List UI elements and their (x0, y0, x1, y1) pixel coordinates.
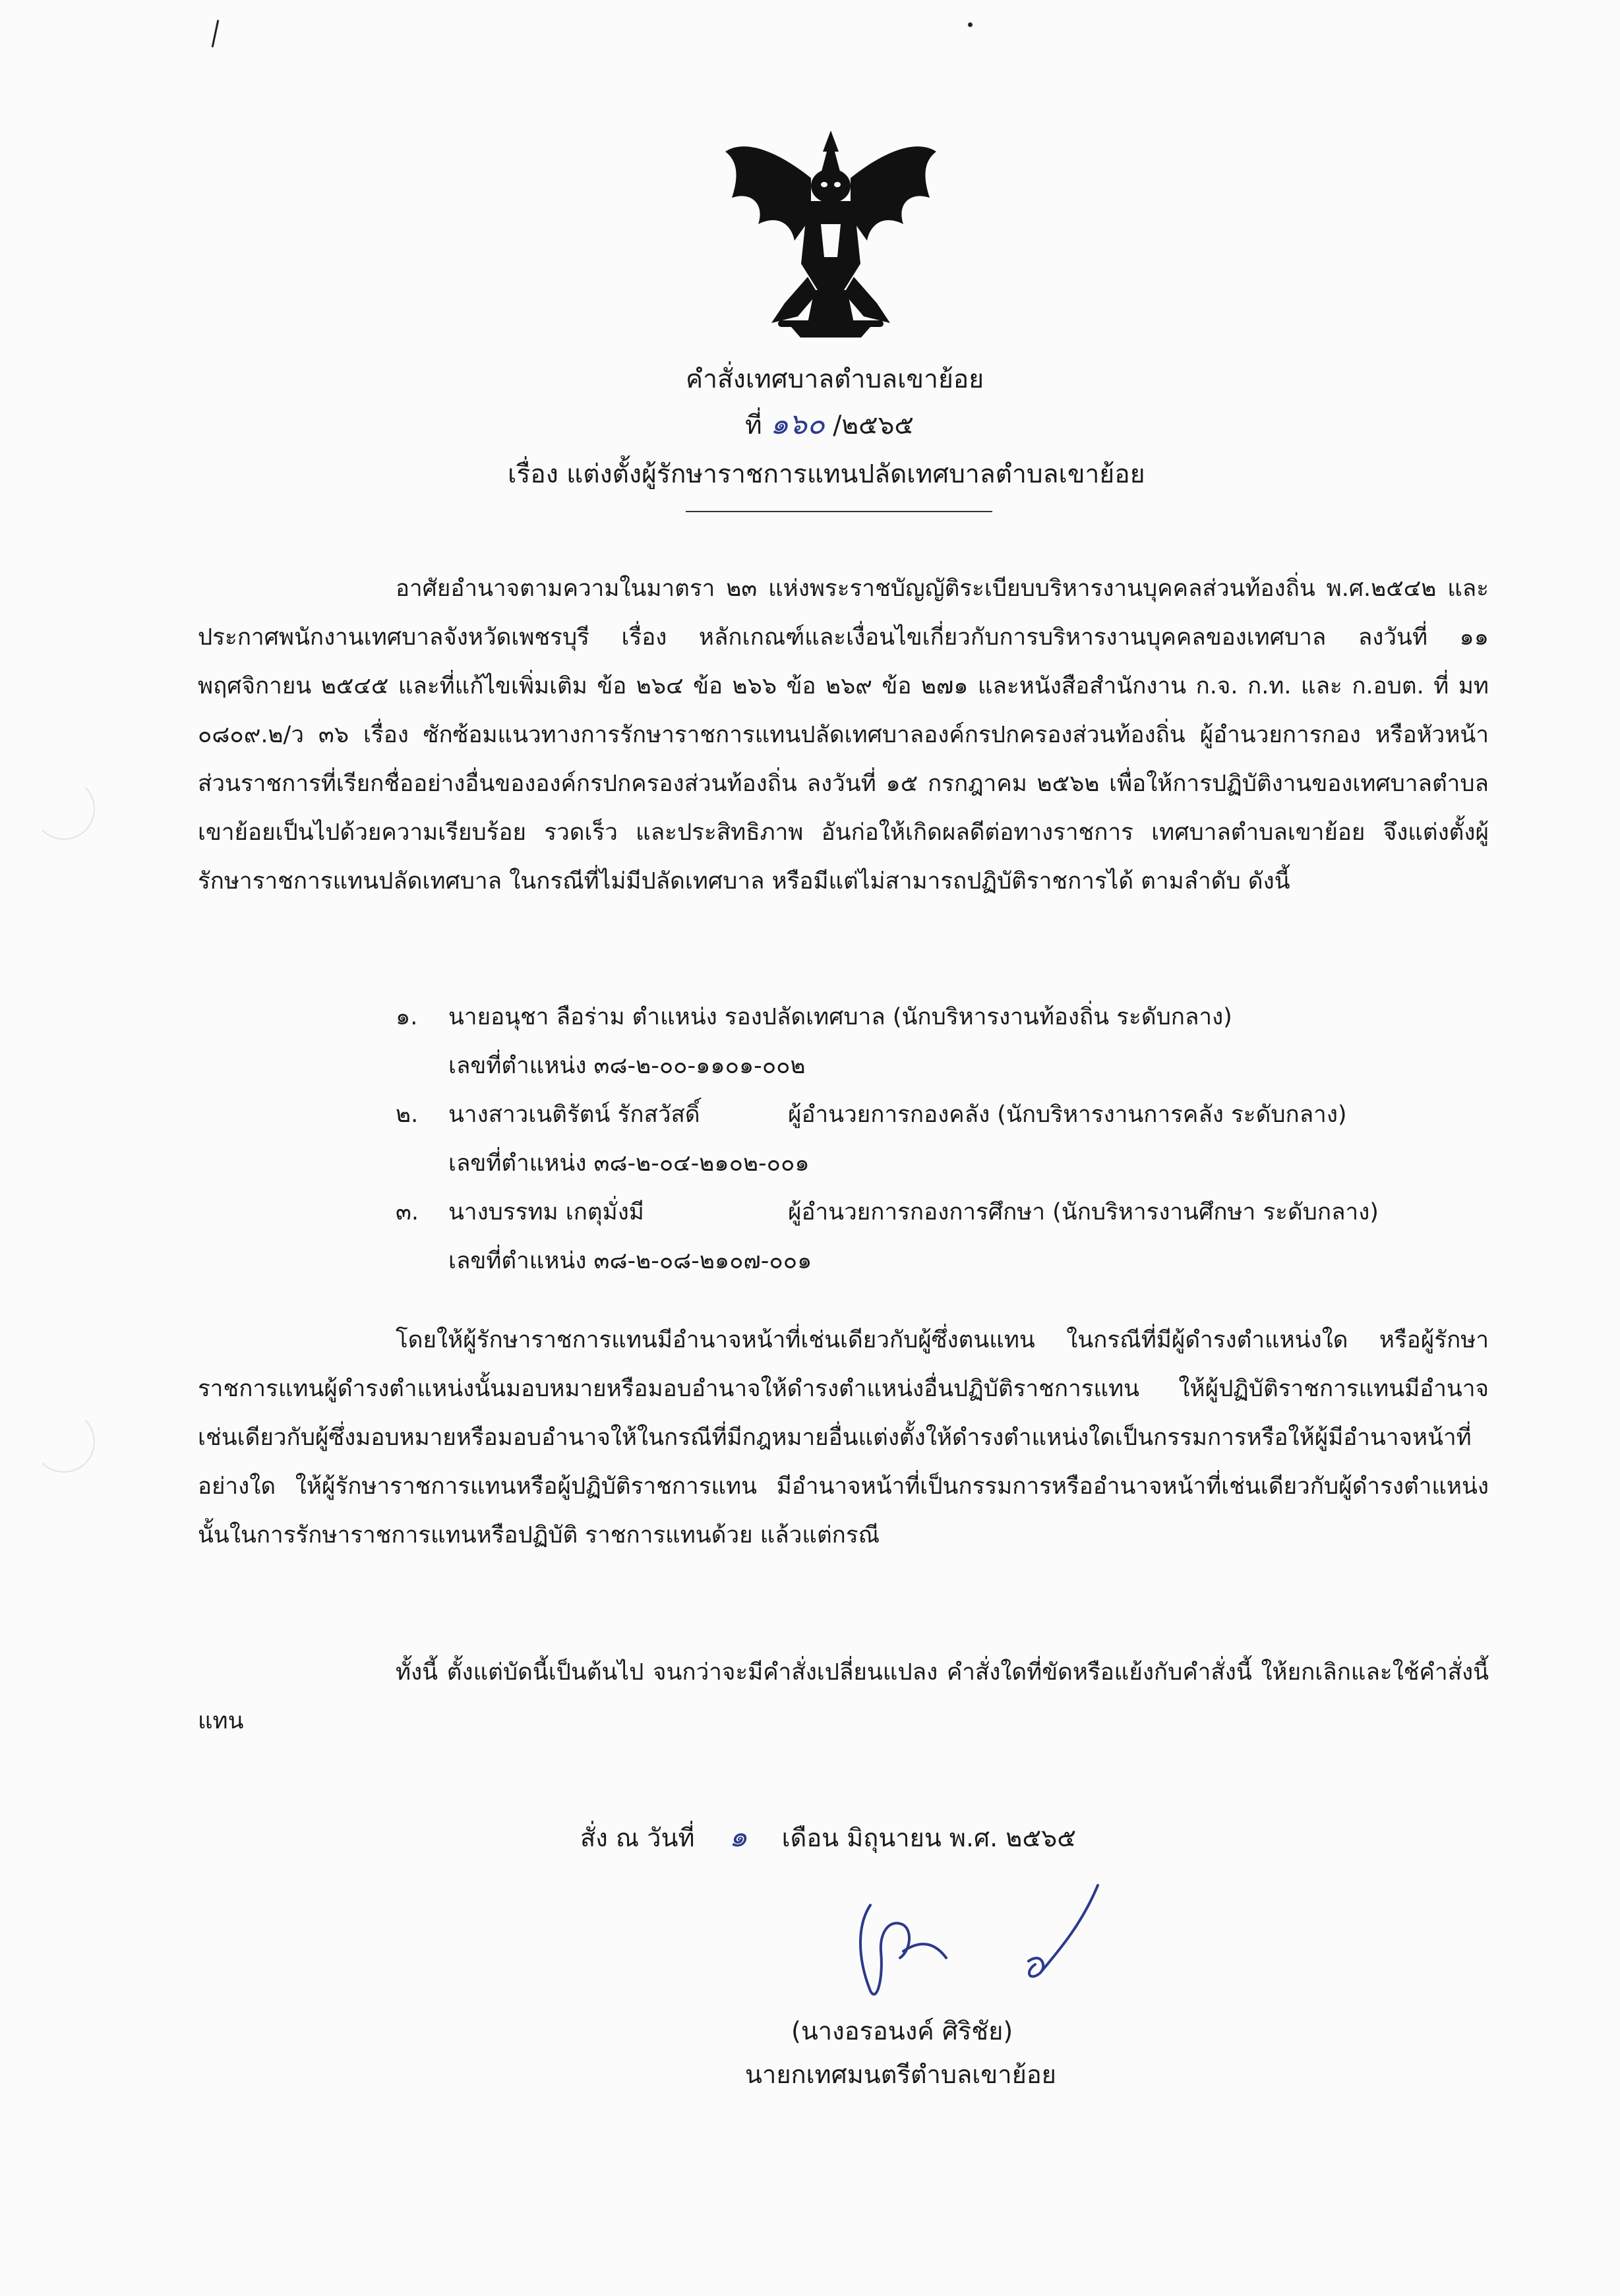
appointee-position-number: เลขที่ตำแหน่ง ๓๘-๒-๐๔-๒๑๐๒-๐๐๑ (448, 1150, 810, 1177)
signer-title: นายกเทศมนตรีตำบลเขาย้อย (745, 2060, 1056, 2089)
order-number-prefix: ที่ (745, 411, 762, 440)
punch-hole-top (33, 778, 95, 840)
punch-hole-bottom (33, 1411, 95, 1473)
order-title: คำสั่งเทศบาลตำบลเขาย้อย (686, 365, 984, 394)
appointee-name: นายอนุชา ลือร่าม ตำแหน่ง รองปลัดเทศบาล (นักบริหารงานท้องถิ่น ระดับกลาง) (448, 1004, 1232, 1030)
order-subject: เรื่อง แต่งตั้งผู้รักษาราชการแทนปลัดเทศบาลตำบลเขาย้อย (508, 459, 1145, 489)
order-number (745, 405, 914, 446)
date-month-year: เดือน มิถุนายน พ.ศ. ๒๕๖๕ (781, 1823, 1076, 1852)
date-prefix: สั่ง ณ วันที่ (580, 1823, 695, 1852)
pen-mark (212, 20, 220, 47)
appointee-position: ผู้อำนวยการกองคลัง (นักบริหารงานการคลัง ระดับกลาง) (788, 1102, 1347, 1128)
appointee-name: นางบรรทม เกตุมั่งมี (448, 1199, 644, 1225)
body-paragraph-1: อาศัยอำนาจตามความในมาตรา ๒๓ แห่งพระราชบัญญัติระเบียบบริหารงานบุคคลส่วนท้องถิ่น พ.ศ.๒๕๔๒ และประกาศพนักงานเทศบาลจังหวัดเพชรบุรี เรื่อง หลักเกณฑ์และเงื่อนไขเกี่ยวกับการบริหารงานบุคคลของเทศบาล ลงวันที่ ๑๑ พฤศจิกายน ๒๕๔๕ และที่แก้ไขเพิ่มเติม ข้อ ๒๖๔ ข้อ ๒๖๖ ข้อ ๒๖๙ ข้อ ๒๗๑ และหนังสือสำนักงาน ก.จ. ก.ท. และ ก.อบต. ที่ มท ๐๘๐๙.๒/ว ๓๖ เรื่อง ซักซ้อมแนวทางการรักษาราชการแทนปลัดเทศบาลองค์กรปกครองส่วนท้องถิ่น ผู้อำนวยการกอง หรือหัวหน้าส่วนราชการที่เรียกชื่ออย่างอื่นขององค์กรปกครองส่วนท้องถิ่น ลงวันที่ ๑๕ กรกฎาคม ๒๕๖๒ เพื่อให้การปฏิบัติงานของเทศบาลตำบลเขาย้อยเป็นไปด้วยความเรียบร้อย รวดเร็ว และประสิทธิภาพ อันก่อให้เกิดผลดีต่อทางราชการ เทศบาลตำบลเขาย้อย จึงแต่งตั้งผู้รักษาราชการแทนปลัดเทศบาล ในกรณีที่ไม่มีปลัดเทศบาล หรือมีแต่ไม่สามารถปฏิบัติราชการได้ ตามลำดับ ดังนี้ (198, 575, 1489, 895)
body-paragraph-3: ทั้งนี้ ตั้งแต่บัดนี้เป็นต้นไป จนกว่าจะมีคำสั่งเปลี่ยนแปลง คำสั่งใดที่ขัดหรือแย้งกับคำสั่งนี้ ให้ยกเลิกและใช้คำสั่งนี้แทน (198, 1659, 1489, 1734)
handwritten-signature (831, 1879, 1108, 2011)
signer-name: (นางอรอนงค์ ศิริชัย) (791, 2016, 1013, 2046)
appointee-number: ๓. (396, 1199, 419, 1225)
appointee-number: ๒. (396, 1102, 419, 1128)
dot-mark (968, 22, 973, 27)
appointee-position-number: เลขที่ตำแหน่ง ๓๘-๒-๐๐-๑๑๐๑-๐๐๒ (448, 1053, 806, 1079)
order-number-handwritten: ๑๖๐ (770, 407, 825, 441)
date-day-handwritten: ๑ (729, 1820, 748, 1854)
appointee-position-number: เลขที่ตำแหน่ง ๓๘-๒-๐๘-๒๑๐๗-๐๐๑ (448, 1248, 812, 1274)
garuda-emblem (712, 125, 949, 343)
appointee-position: ผู้อำนวยการกองการศึกษา (นักบริหารงานศึกษา ระดับกลาง) (788, 1199, 1379, 1225)
appointee-number: ๑. (396, 1004, 418, 1030)
appointee-name: นางสาวเนติรัตน์ รักสวัสดิ์ (448, 1102, 700, 1128)
order-date (580, 1814, 1076, 1861)
body-paragraph-2: โดยให้ผู้รักษาราชการแทนมีอำนาจหน้าที่เช่นเดียวกับผู้ซึ่งตนแทน ในกรณีที่มีผู้ดำรงตำแหน่งใด หรือผู้รักษาราชการแทนผู้ดำรงตำแหน่งนั้นมอบหมายหรือมอบอำนาจให้ดำรงตำแหน่งอื่นปฏิบัติราชการแทน ให้ผู้ปฏิบัติราชการแทนมีอำนาจเช่นเดียวกับผู้ซึ่งมอบหมายหรือมอบอำนาจให้ในกรณีที่มีกฎหมายอื่นแต่งตั้งให้ดำรงตำแหน่งใดเป็นกรรมการหรือให้ผู้มีอำนาจหน้าที่อย่างใด ให้ผู้รักษาราชการแทนหรือผู้ปฏิบัติราชการแทน มีอำนาจหน้าที่เป็นกรรมการหรืออำนาจหน้าที่เช่นเดียวกับผู้ดำรงตำแหน่งนั้นในการรักษาราชการแทนหรือปฏิบัติ ราชการแทนด้วย แล้วแต่กรณี (198, 1327, 1489, 1548)
order-number-suffix: /๒๕๖๕ (833, 411, 914, 440)
subject-underline (686, 511, 992, 512)
